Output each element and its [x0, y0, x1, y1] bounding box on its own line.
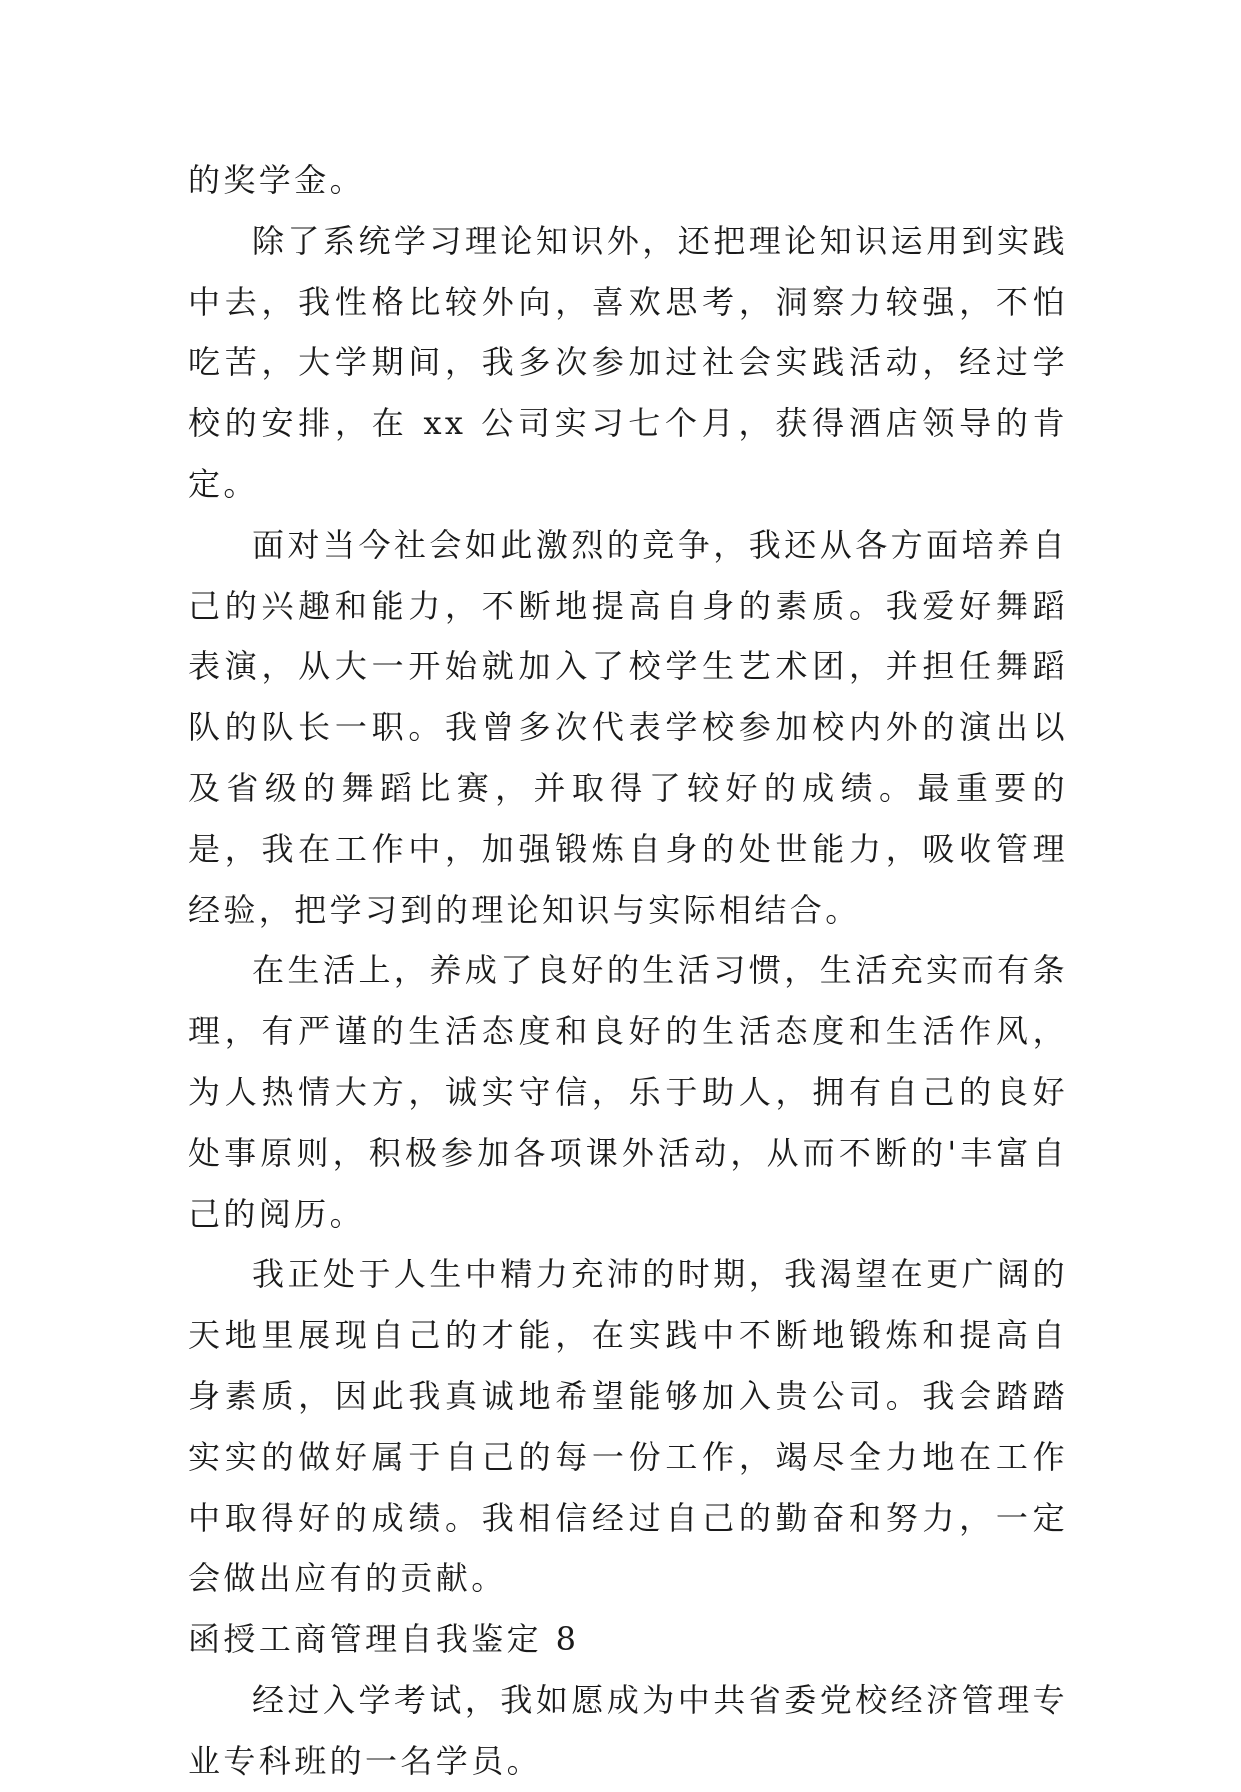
paragraph-admission: 经过入学考试，我如愿成为中共省委党校经济管理专业专科班的一名学员。	[188, 1680, 1068, 1780]
paragraph-aspiration: 我正处于人生中精力充沛的时期，我渴望在更广阔的天地里展现自己的才能，在实践中不断地锻炼和提高自身素质，因此我真诚地希望能够加入贵公司。我会踏踏实实的做好属于自己的每一份工作，竭尽全力地在工作中取得好的成绩。我相信经过自己的勤奋和努力，一定会做出应有的贡献。	[188, 1255, 1068, 1598]
paragraph-practice: 除了系统学习理论知识外，还把理论知识运用到实践中去，我性格比较外向，喜欢思考，洞察力较强，不怕吃苦，大学期间，我多次参加过社会实践活动，经过学校的安排，在 xx 公司实习七个月，获得酒店领导的肯定。	[188, 221, 1068, 503]
paragraph-life: 在生活上，养成了良好的生活习惯，生活充实而有条理，有严谨的生活态度和良好的生活态度和生活作风，为人热情大方，诚实守信，乐于助人，拥有自己的良好处事原则，积极参加各项课外活动，从而不断的'丰富自己的阅历。	[188, 951, 1068, 1233]
paragraph-scholarship-end: 的奖学金。	[188, 161, 366, 199]
document-body	[188, 150, 1068, 1792]
paragraph-competition: 面对当今社会如此激烈的竞争，我还从各方面培养自己的兴趣和能力，不断地提高自身的素质。我爱好舞蹈表演，从大一开始就加入了校学生艺术团，并担任舞蹈队的队长一职。我曾多次代表学校参加校内外的演出以及省级的舞蹈比赛，并取得了较好的成绩。最重要的是，我在工作中，加强锻炼自身的处世能力，吸收管理经验，把学习到的理论知识与实际相结合。	[188, 525, 1068, 929]
section-heading: 函授工商管理自我鉴定 8	[188, 1620, 580, 1659]
